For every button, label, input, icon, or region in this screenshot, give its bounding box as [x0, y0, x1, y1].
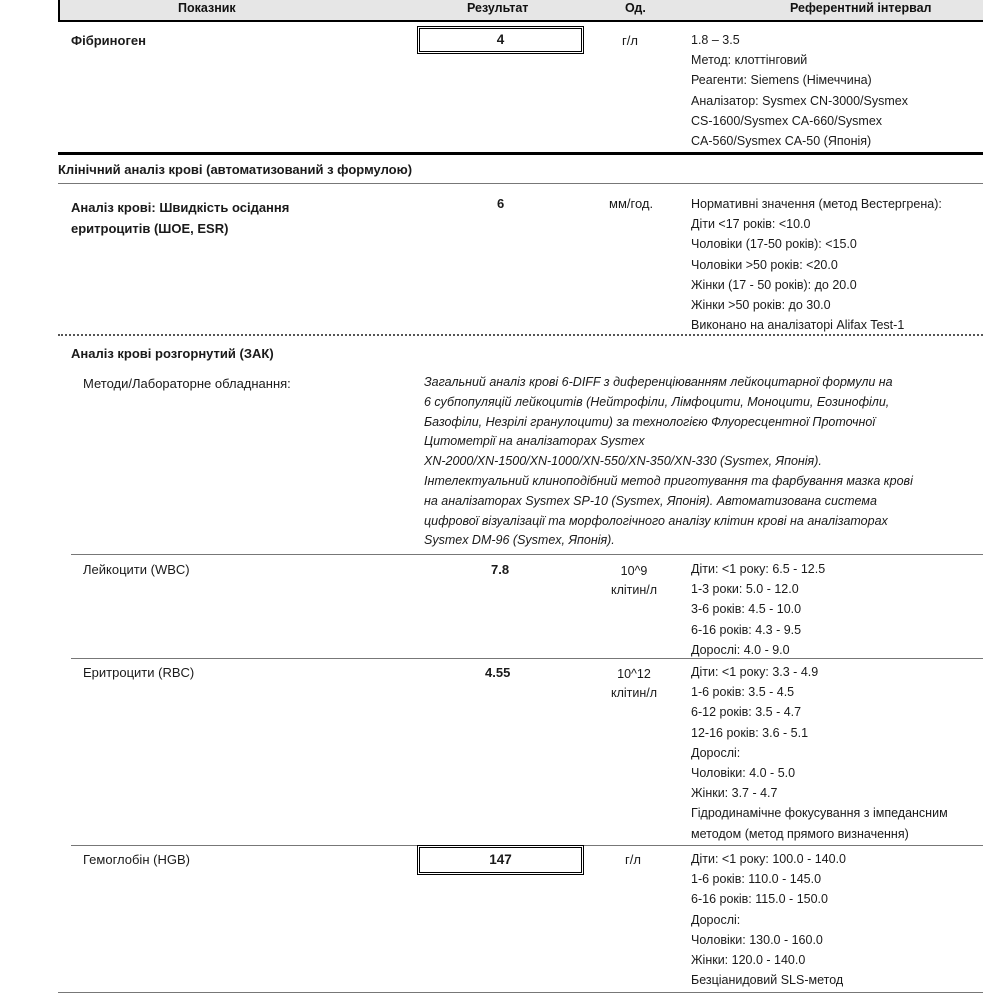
hgb-reference: Діти: <1 року: 100.0 - 140.0 1-6 років: 110.0 - 145.0 6-16 років: 115.0 - 150.0 Дорослі: Чоловіки: 130.0 - 160.0 Жінки: 120.0 - 140.0 Безціанидовий SLS-метод: [691, 852, 846, 988]
bottom-divider: [58, 992, 983, 993]
methods-text: Загальний аналіз крові 6-DIFF з диференціюванням лейкоцитарної формули на 6 субпопуляцій лейкоцитів (Нейтрофіли, Лімфоцити, Моноцити, Еозинофіли, Базофіли, Незрілі гранулоцити) за технологією Флуоресцентної Проточної Цитометрії на аналізаторах Sysmex XN-2000/XN-1500/XN-1000/XN-550/XN-350/XN-330 (Sysmex, Японія). Інтелектуальний клиноподібний метод приготування та фарбування мазка крові на аналізаторах Sysmex SP-10 (Sysmex, Японія). Автоматизована система цифрової візуалізації та морфологічного аналізу клітин крові на аналізаторах Sysmex DM-96 (Sysmex, Японія).: [424, 375, 913, 548]
rbc-name: Еритроцити (RBC): [83, 665, 195, 680]
methods-label: Методи/Лабораторне обладнання:: [83, 376, 291, 391]
wbc-name: Лейкоцити (WBC): [83, 562, 190, 577]
section-title-underline: [58, 183, 983, 184]
esr-unit: мм/год.: [609, 196, 654, 211]
row-divider: [71, 658, 983, 659]
fibrinogen-unit: г/л: [622, 33, 638, 48]
hgb-unit: г/л: [625, 852, 641, 867]
rbc-unit: 10^12 клітин/л: [610, 667, 658, 700]
row-divider: [71, 554, 983, 555]
rbc-result: 4.55: [485, 665, 511, 680]
cbc-title: Аналіз крові розгорнутий (ЗАК): [71, 346, 274, 361]
header-result: Результат: [467, 1, 529, 15]
hgb-result: 147: [417, 845, 584, 875]
dotted-divider: [58, 334, 983, 336]
wbc-reference: Діти: <1 року: 6.5 - 12.5 1-3 роки: 5.0 - 12.0 3-6 років: 4.5 - 10.0 6-16 років: 4.3 - 9.5 Дорослі: 4.0 - 9.0: [691, 562, 826, 657]
rbc-reference: Діти: <1 року: 3.3 - 4.9 1-6 років: 3.5 - 4.5 6-12 років: 3.5 - 4.7 12-16 років: 3.6 - 5.1 Дорослі: Чоловіки: 4.0 - 5.0 Жінки: 3.7 - 4.7 Гідродинамічне фокусування з імпедансним методом (метод прямого визначення): [691, 665, 948, 841]
fibrinogen-reference: 1.8 – 3.5 Метод: клоттінговий Реагенти: Siemens (Німеччина) Аналізатор: Sysmex CN-3000/Sysmex CS-1600/Sysmex CA-660/Sysmex CA-560/Sysmex CA-50 (Японія): [691, 33, 908, 149]
wbc-unit: 10^9 клітин/л: [610, 564, 658, 597]
esr-name: Аналіз крові: Швидкість осідання еритроцитів (ШОЕ, ESR): [71, 200, 290, 236]
section-divider: [58, 152, 983, 155]
section-title: Клінічний аналіз крові (автоматизований з формулою): [58, 162, 413, 177]
esr-reference: Нормативні значення (метод Вестергрена): Діти <17 років: <10.0 Чоловіки (17-50 років): <15.0 Чоловіки >50 років: <20.0 Жінки (17 - 50 років): до 20.0 Жінки >50 років: до 30.0 Виконано на аналізаторі Alifax Test-1: [691, 197, 942, 333]
header-unit: Од.: [625, 1, 646, 15]
header-reference: Референтний інтервал: [790, 1, 932, 15]
fibrinogen-result: 4: [417, 26, 584, 54]
header-indicator: Показник: [178, 1, 236, 15]
fibrinogen-name: Фібриноген: [71, 33, 146, 48]
esr-result: 6: [497, 196, 505, 211]
wbc-result: 7.8: [491, 562, 510, 577]
hgb-name: Гемоглобін (HGB): [83, 852, 190, 867]
